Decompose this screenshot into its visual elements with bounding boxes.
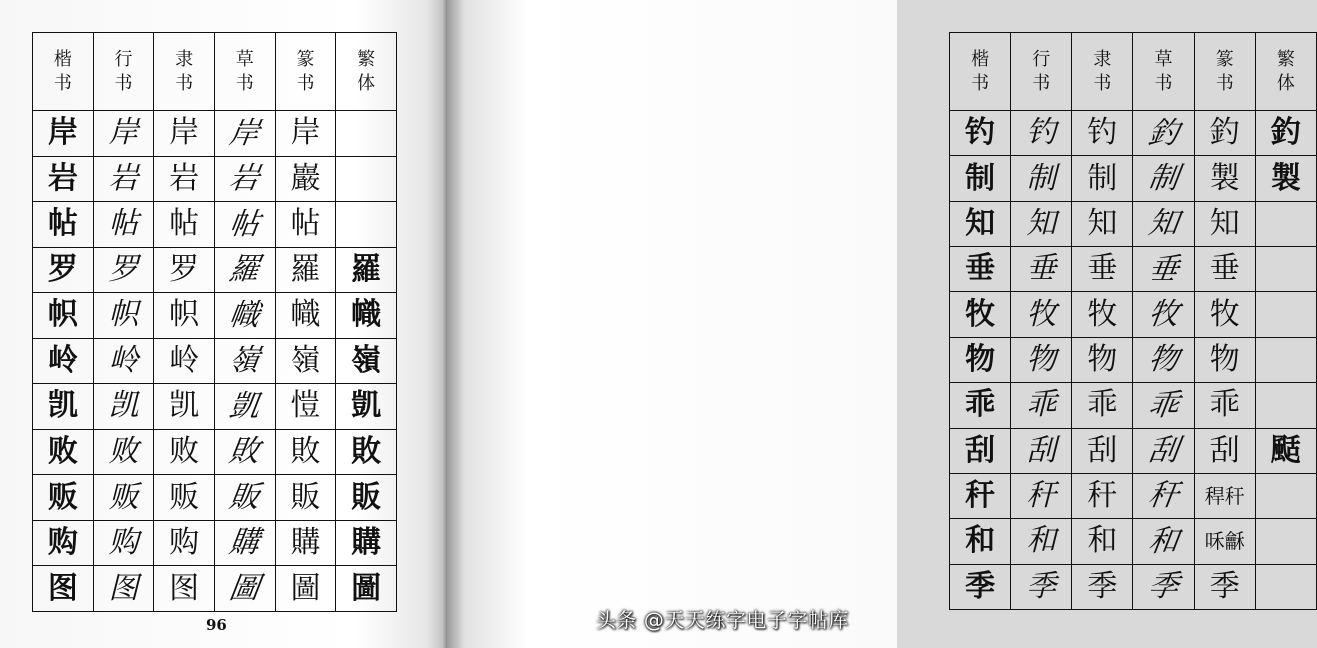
character-cell: 垂 [1011,247,1072,292]
left-page [0,0,445,648]
character-cell: 帜 [154,293,215,339]
character-cell: 釣 [1255,111,1316,156]
table-row [33,475,397,521]
character-cell: 秆 [1130,473,1198,518]
column-header-char: 篆 [1215,48,1234,70]
character-cell: 钓 [950,111,1011,156]
character-cell: 秆 [950,473,1011,518]
character-cell: 岭 [33,338,94,384]
character-cell: 嶺 [336,338,397,384]
table-row [950,519,1317,564]
character-cell: 岩 [211,156,278,202]
character-cell: 罗 [93,247,154,293]
table-row [950,564,1317,609]
column-header [1011,33,1072,111]
character-cell: 季 [1011,564,1072,609]
character-cell: 贩 [93,475,154,521]
character-cell: 钓 [1072,111,1133,156]
column-header-char: 繁 [357,48,376,70]
character-cell: 知 [1011,201,1072,246]
character-cell: 羅 [211,247,278,293]
table-row [33,520,397,566]
table-row [950,201,1317,246]
character-cell: 和 [1011,519,1072,564]
character-cell: 帖 [154,202,215,248]
character-cell: 刮 [950,428,1011,473]
column-header [33,33,94,111]
character-cell: 岸 [211,111,278,157]
column-header [93,33,154,111]
column-header-char: 体 [357,72,376,94]
character-cell: 巖 [275,156,336,202]
character-cell: 牧 [950,292,1011,337]
column-header-char: 书 [971,72,990,94]
character-cell: 凯 [154,384,215,430]
column-header-char: 行 [1032,48,1051,70]
character-cell: 牧 [1011,292,1072,337]
character-cell: 帖 [211,202,278,248]
character-cell: 幟 [211,293,278,339]
header-row [950,33,1317,111]
table-row [950,111,1317,156]
character-cell: 乖 [1130,383,1198,428]
character-cell: 垂 [1194,247,1255,292]
column-header-char: 书 [1215,72,1234,94]
character-cell: 贩 [33,475,94,521]
character-cell: 帖 [33,202,94,248]
character-cell: 图 [33,566,94,612]
character-cell: 圖 [275,566,336,612]
character-cell: 罗 [154,247,215,293]
column-header-char: 书 [1032,72,1051,94]
table-row [33,338,397,384]
character-cell: 圖 [211,566,278,612]
character-cell: 咊龢 [1194,519,1255,564]
column-header-char: 草 [235,48,254,70]
left-character-table [32,32,397,612]
character-cell: 图 [93,566,154,612]
character-cell: 購 [275,520,336,566]
column-header [1072,33,1133,111]
character-cell: 敗 [336,429,397,475]
character-cell: 販 [336,475,397,521]
table-row [33,293,397,339]
character-cell: 帖 [275,202,336,248]
character-cell: 岩 [154,156,215,202]
character-cell: 帜 [93,293,154,339]
table-row [33,566,397,612]
character-cell: 制 [950,156,1011,201]
column-header [214,33,275,111]
column-header-char: 体 [1276,72,1295,94]
character-cell: 嶺 [211,338,278,384]
character-cell: 販 [211,475,278,521]
character-cell [1255,292,1316,337]
page-number: 96 [206,616,227,634]
character-cell: 嶺 [275,338,336,384]
character-cell: 稈秆 [1194,473,1255,518]
table-row [33,156,397,202]
character-cell: 购 [93,520,154,566]
character-cell: 刮 [1130,428,1198,473]
character-cell: 羅 [336,247,397,293]
table-row [950,247,1317,292]
character-cell: 敗 [211,429,278,475]
character-cell: 牧 [1194,292,1255,337]
character-cell: 秆 [1011,473,1072,518]
character-cell: 敗 [275,429,336,475]
character-cell [1255,201,1316,246]
right-character-table [949,32,1317,610]
column-header-char: 楷 [971,48,990,70]
character-cell: 購 [336,520,397,566]
column-header-char: 隶 [175,48,194,70]
column-header-char: 行 [114,48,133,70]
character-cell: 季 [1130,564,1198,609]
column-header-char: 书 [1154,72,1173,94]
character-cell [1255,473,1316,518]
character-cell: 岸 [275,111,336,157]
character-cell: 知 [950,201,1011,246]
character-cell: 岸 [93,111,154,157]
character-cell: 幟 [336,293,397,339]
character-cell: 购 [33,520,94,566]
character-cell: 凯 [93,384,154,430]
character-cell [1255,564,1316,609]
character-cell: 和 [1130,519,1198,564]
character-cell: 凱 [336,384,397,430]
character-cell: 知 [1130,201,1198,246]
character-cell: 愷 [275,384,336,430]
character-cell: 物 [1072,337,1133,382]
table-row [950,292,1317,337]
character-cell [1255,247,1316,292]
character-cell: 乖 [1194,383,1255,428]
character-cell [336,202,397,248]
character-cell: 季 [1072,564,1133,609]
character-cell: 败 [33,429,94,475]
character-cell: 垂 [950,247,1011,292]
character-cell: 败 [93,429,154,475]
column-header [1133,33,1194,111]
column-header-char: 草 [1154,48,1173,70]
character-cell [1255,383,1316,428]
watermark: 头条 @天天练字电子字帖库 [596,608,849,632]
character-cell: 凯 [33,384,94,430]
character-cell: 岩 [33,156,94,202]
character-cell: 岭 [154,338,215,384]
table-row [950,428,1317,473]
header-row [33,33,397,111]
table-row [950,383,1317,428]
character-cell: 製 [1194,156,1255,201]
character-cell: 物 [950,337,1011,382]
character-cell: 刮 [1011,428,1072,473]
character-cell: 乖 [1072,383,1133,428]
character-cell: 岸 [33,111,94,157]
character-cell [1255,337,1316,382]
table-row [33,202,397,248]
character-cell: 物 [1194,337,1255,382]
character-cell: 牧 [1072,292,1133,337]
character-cell: 季 [1194,564,1255,609]
column-header-char: 书 [235,72,254,94]
character-cell: 帖 [93,202,154,248]
character-cell: 販 [275,475,336,521]
table-row [33,111,397,157]
column-header [154,33,215,111]
character-cell: 乖 [1011,383,1072,428]
character-cell: 幟 [275,293,336,339]
character-cell: 羅 [275,247,336,293]
character-cell: 岩 [93,156,154,202]
column-header-char: 楷 [53,48,72,70]
character-cell: 釣 [1130,111,1198,156]
column-header-char: 繁 [1276,48,1295,70]
character-cell: 颳 [1255,428,1316,473]
character-cell: 制 [1011,156,1072,201]
character-cell: 圖 [336,566,397,612]
character-cell: 败 [154,429,215,475]
character-cell [336,111,397,157]
table-row [33,429,397,475]
column-header-char: 篆 [296,48,315,70]
table-row [33,247,397,293]
character-cell: 帜 [33,293,94,339]
character-cell: 知 [1072,201,1133,246]
character-cell: 购 [154,520,215,566]
character-cell: 罗 [33,247,94,293]
character-cell: 钓 [1011,111,1072,156]
column-header [950,33,1011,111]
character-cell: 制 [1130,156,1198,201]
character-cell: 垂 [1072,247,1133,292]
column-header-char: 书 [114,72,133,94]
table-row [33,384,397,430]
right-page [447,0,1301,648]
column-header-char: 隶 [1093,48,1112,70]
character-cell [1255,519,1316,564]
character-cell: 刮 [1072,428,1133,473]
character-cell: 垂 [1130,247,1198,292]
column-header [336,33,397,111]
table-row [950,337,1317,382]
table-row [950,156,1317,201]
column-header [1194,33,1255,111]
character-cell: 物 [1011,337,1072,382]
character-cell: 贩 [154,475,215,521]
character-cell: 知 [1194,201,1255,246]
column-header-char: 书 [175,72,194,94]
column-header-char: 书 [53,72,72,94]
column-header [275,33,336,111]
character-cell: 岭 [93,338,154,384]
character-cell: 季 [950,564,1011,609]
character-cell: 图 [154,566,215,612]
character-cell: 和 [950,519,1011,564]
column-header-char: 书 [296,72,315,94]
column-header-char: 书 [1093,72,1112,94]
character-cell: 釣 [1194,111,1255,156]
character-cell: 購 [211,520,278,566]
character-cell: 牧 [1130,292,1198,337]
character-cell: 乖 [950,383,1011,428]
table-row [950,473,1317,518]
character-cell: 刮 [1194,428,1255,473]
character-cell: 制 [1072,156,1133,201]
character-cell [336,156,397,202]
character-cell: 物 [1130,337,1198,382]
character-cell: 秆 [1072,473,1133,518]
character-cell: 和 [1072,519,1133,564]
column-header [1255,33,1316,111]
character-cell: 凱 [211,384,278,430]
character-cell: 製 [1255,156,1316,201]
character-cell: 岸 [154,111,215,157]
